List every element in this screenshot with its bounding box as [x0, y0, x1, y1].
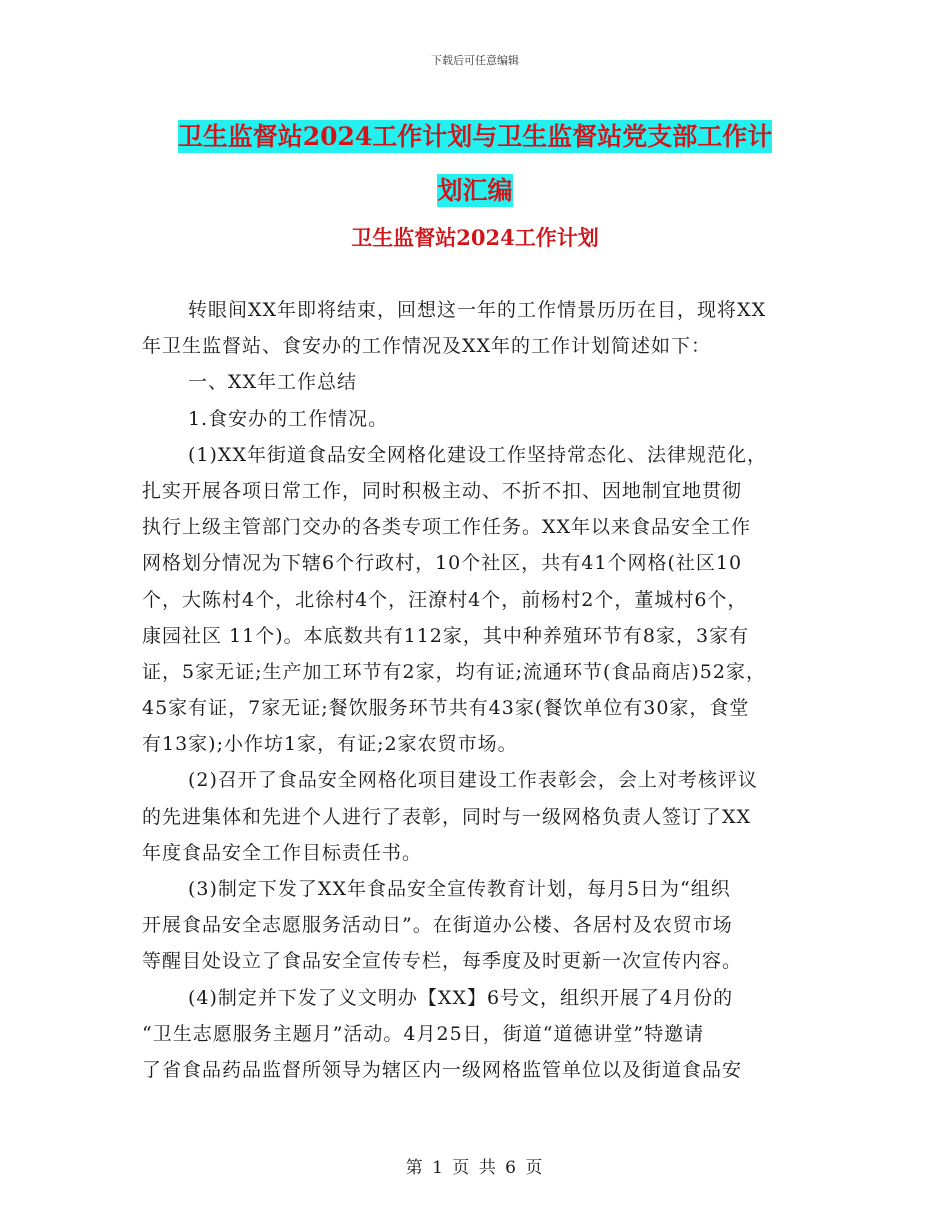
- body-line: 45家有证，7家无证;餐饮服务环节共有43家(餐饮单位有30家，食堂: [142, 697, 750, 720]
- body-line: 开展食品安全志愿服务活动日”。在街道办公楼、各居村及农贸市场: [142, 914, 733, 937]
- body-line: 执行上级主管部门交办的各类专项工作任务。XX年以来食品安全工作: [142, 516, 752, 539]
- body-line: 一、XX年工作总结: [188, 371, 358, 394]
- body-line: 康园社区 11个)。本底数共有112家，其中种养殖环节有8家，3家有: [142, 624, 750, 647]
- body-line: (4)制定并下发了义文明办【XX】6号文，组织开展了4月份的: [188, 986, 734, 1009]
- body-line: 年卫生监督站、食安办的工作情况及XX年的工作计划简述如下：: [142, 335, 712, 358]
- body-line: (3)制定下发了XX年食品安全宣传教育计划，每月5日为“组织: [188, 878, 731, 900]
- body-line: 年度食品安全工作目标责任书。: [142, 841, 423, 864]
- title-line-2: 划汇编: [437, 176, 513, 205]
- page-footer: 第 1 页 共 6 页: [405, 1158, 545, 1178]
- body-line: 了省食品药品监督所领导为辖区内一级网格监管单位以及街道食品安: [142, 1058, 743, 1081]
- body-line: 扎实开展各项日常工作，同时积极主动、不折不扣、因地制宜地贯彻: [142, 479, 743, 502]
- body-line: “卫生志愿服务主题月”活动。4月25日，街道“道德讲堂”特邀请: [142, 1022, 705, 1045]
- body-line: 有13家);小作坊1家，有证;2家农贸市场。: [142, 733, 518, 756]
- title-line-1: 卫生监督站2024工作计划与卫生监督站党支部工作计: [177, 122, 773, 151]
- body-line: (2)召开了食品安全网格化项目建设工作表彰会，会上对考核评议: [188, 769, 758, 792]
- section-title: 卫生监督站2024工作计划: [351, 225, 599, 250]
- body-line: 个，大陈村4个，北徐村4个，汪潦村4个，前杨村2个，董城村6个，: [142, 588, 748, 611]
- body-line: 证，5家无证;生产加工环节有2家，均有证;流通环节(食品商店)52家，: [142, 660, 766, 683]
- body-line: 网格划分情况为下辖6个行政村，10个社区，共有41个网格(社区10: [142, 552, 743, 575]
- body-line: (1)XX年街道食品安全网格化建设工作坚持常态化、法律规范化，: [188, 443, 767, 466]
- body-text: [142, 292, 810, 1088]
- document-title: [140, 110, 810, 218]
- body-line: 的先进集体和先进个人进行了表彰，同时与一级网格负责人签订了XX: [142, 805, 752, 828]
- page-header: 下载后可任意编辑: [431, 54, 519, 67]
- body-line: 等醒目处设立了食品安全宣传专栏，每季度及时更新一次宣传内容。: [142, 950, 743, 973]
- body-line: 转眼间XX年即将结束，回想这一年的工作情景历历在目，现将XX: [188, 299, 767, 321]
- body-line: 1.食安办的工作情况。: [188, 407, 389, 430]
